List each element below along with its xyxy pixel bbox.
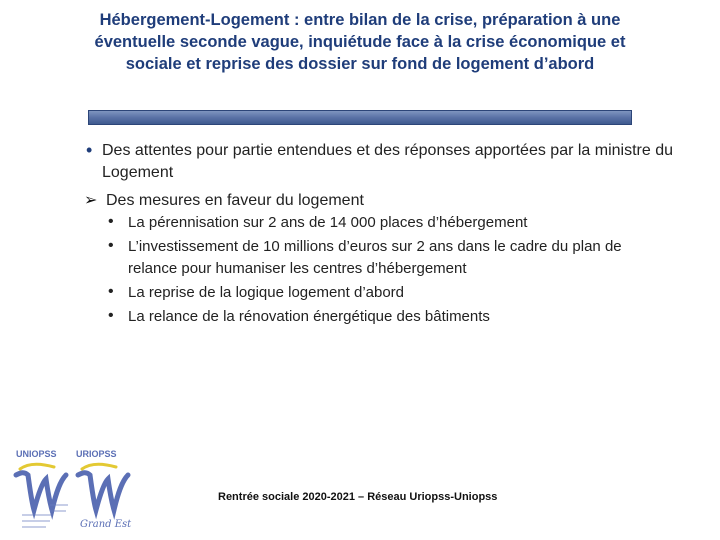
- bullet-icon: •: [108, 213, 114, 230]
- uriopss-region-text: Grand Est: [80, 519, 132, 530]
- arrow-heading: [84, 190, 674, 212]
- uniopss-logo: [16, 449, 68, 527]
- uniopss-swoosh: [20, 464, 54, 469]
- uniopss-logo-text: UNIOPSS: [16, 449, 57, 459]
- list-item: [104, 306, 674, 328]
- uniopss-uriopss-logos: [10, 445, 140, 535]
- arrow-bullet-icon: ➢: [84, 192, 98, 209]
- uriopss-swoosh: [82, 464, 116, 469]
- title-underline-bar: [88, 110, 632, 125]
- bullet-icon: •: [108, 237, 114, 254]
- slide-footer: Rentrée sociale 2020-2021 – Réseau Uriopss-Uniopss: [218, 491, 498, 503]
- arrow-heading-text: Des mesures en faveur du logement: [106, 192, 364, 209]
- bullet-icon: •: [86, 140, 93, 160]
- list-item-text: La reprise de la logique logement d’abord: [128, 284, 405, 301]
- list-item-text: La relance de la rénovation énergétique des bâtiments: [128, 308, 490, 325]
- list-item: [104, 236, 674, 280]
- logos-area: [10, 445, 140, 535]
- uniopss-tagline-scribble: [22, 505, 68, 527]
- bullet-icon: •: [108, 283, 114, 300]
- main-bullet-text: Des attentes pour partie entendues et des réponses apportées par la ministre du Logement: [102, 142, 674, 181]
- measures-list: [84, 212, 674, 328]
- list-item-text: La pérennisation sur 2 ans de 14 000 places d’hébergement: [128, 214, 528, 231]
- list-item: [104, 282, 674, 304]
- slide-body: [84, 140, 674, 330]
- list-item-text: L’investissement de 10 millions d’euros sur 2 ans dans le cadre du plan de relance pour humaniser les centres d’hébergement: [128, 238, 622, 277]
- uriopss-w-mark: [78, 473, 128, 510]
- list-item: [104, 212, 674, 234]
- uriopss-logo: [76, 449, 132, 530]
- main-bullet: [84, 140, 674, 184]
- uniopss-w-mark: [16, 473, 66, 510]
- uriopss-logo-text: URIOPSS: [76, 449, 117, 459]
- slide-title: Hébergement-Logement : entre bilan de la crise, préparation à une éventuelle seconde vague, inquiétude face à la crise économique et sociale et reprise des dossier sur fond de logement d’abord: [94, 11, 626, 73]
- bullet-icon: •: [108, 307, 114, 324]
